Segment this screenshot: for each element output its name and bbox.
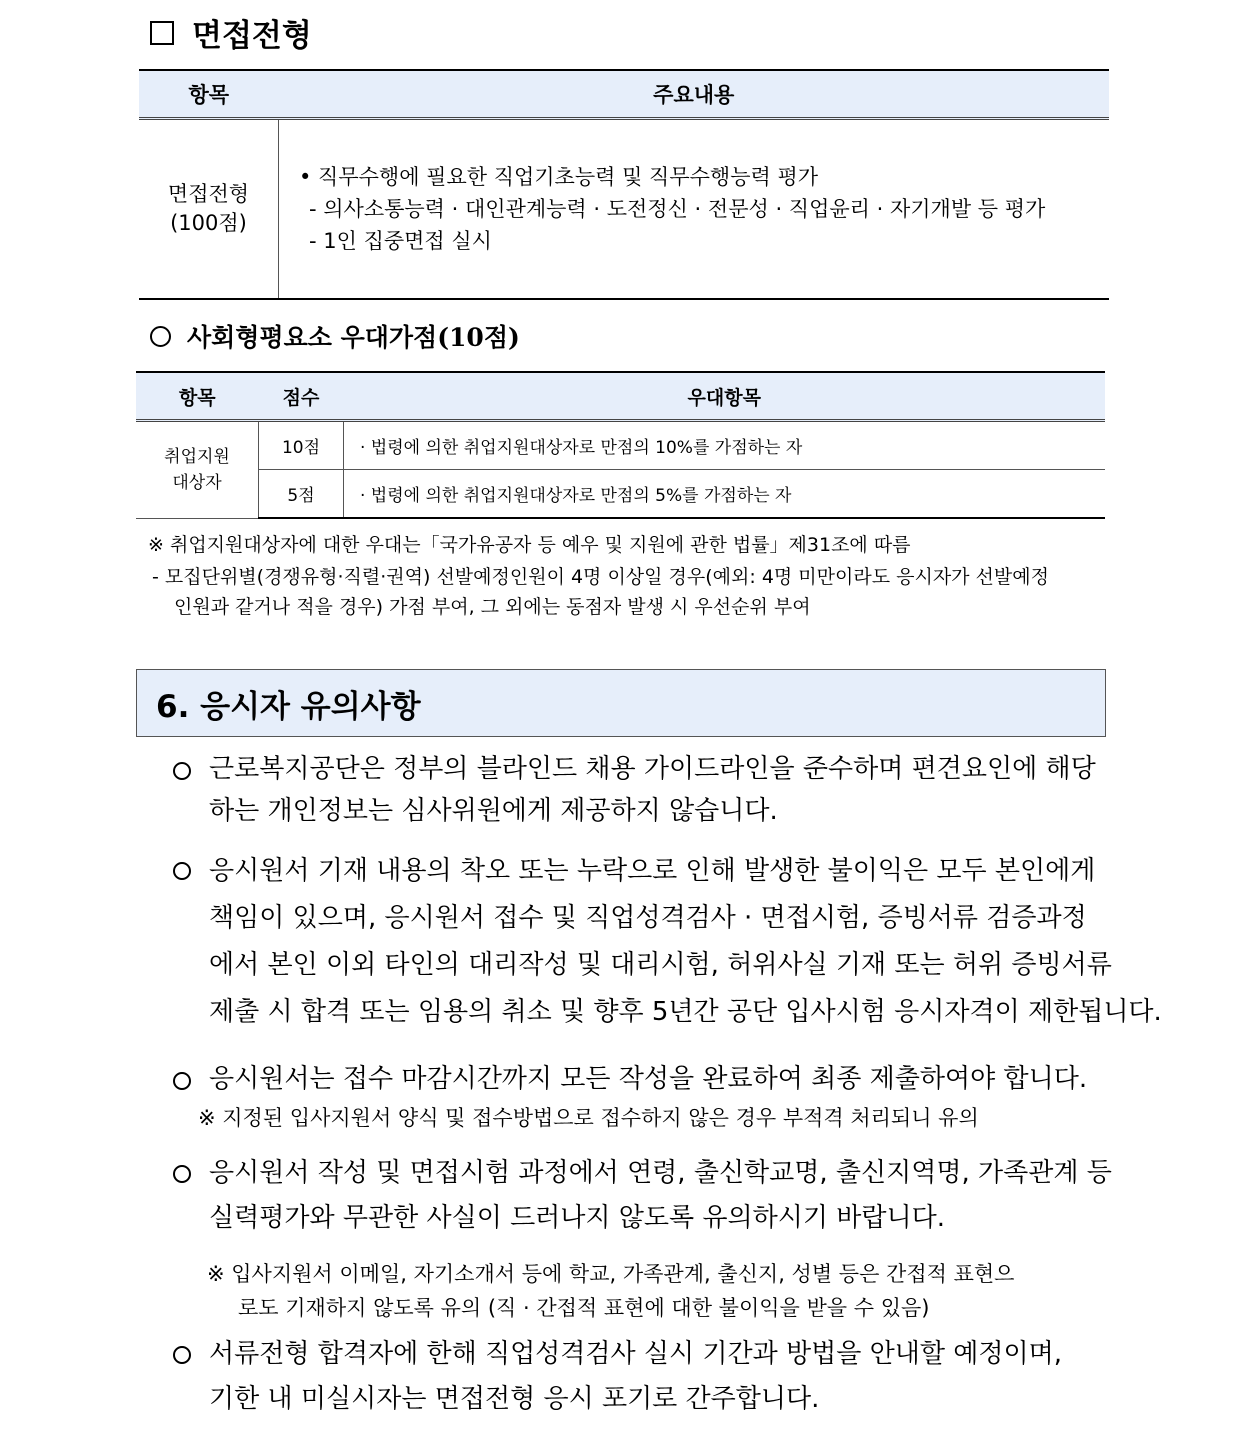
notice-line: 근로복지공단은 정부의 블라인드 채용 가이드라인을 준수하며 편견요인에 해당 [209, 754, 1096, 784]
bonus-condition-line2: 인원과 같거나 적을 경우) 가점 부여, 그 외에는 동점자 발생 시 우선순위 부여 [174, 596, 811, 618]
notice-line: 하는 개인정보는 심사위원에게 제공하지 않습니다. [209, 796, 778, 826]
circle-bullet-icon [173, 1346, 191, 1364]
notice-line: 제출 시 합격 또는 임용의 취소 및 향후 5년간 공단 입사시험 응시자격이 제한됩니다. [209, 997, 1162, 1027]
content-line: • 직무수행에 필요한 직업기초능력 및 직무수행능력 평가 [299, 165, 819, 189]
circle-bullet-icon [173, 1072, 191, 1090]
bonus-condition-line1: - 모집단위별(경쟁유형·직렬·권역) 선발예정인원이 4명 이상일 경우(예외: 4명 미만이라도 응시자가 선발예정 [152, 566, 1049, 588]
circle-bullet-icon [173, 762, 191, 780]
notice-line: 서류전형 합격자에 한해 직업성격검사 실시 기간과 방법을 안내할 예정이며, [209, 1339, 1062, 1369]
law-reference-note: ※ 취업지원대상자에 대한 우대는「국가유공자 등 예우 및 지원에 관한 법률」제31조에 따름 [148, 534, 911, 556]
category-cell [136, 421, 259, 519]
notice-line: 실력평가와 무관한 사실이 드러나지 않도록 유의하시기 바랍니다. [209, 1203, 945, 1233]
header-item: 항목 [136, 372, 259, 421]
content-line: - 1인 집중면접 실시 [309, 229, 492, 253]
table-header-row [139, 70, 1109, 119]
bonus-title [150, 318, 520, 354]
score-cell: 10점 [259, 421, 344, 470]
personal-info-note-line2: 로도 기재하지 않도록 유의 (직 · 간접적 표현에 대한 불이익을 받을 수 있음) [238, 1296, 930, 1320]
bonus-title-text: 사회형평요소 우대가점(10점) [187, 323, 520, 352]
submission-warning-note: ※ 지정된 입사지원서 양식 및 접수방법으로 접수하지 않은 경우 부적격 처리되니 유의 [198, 1106, 979, 1130]
table-row [139, 119, 1109, 300]
interview-table [139, 69, 1109, 300]
notice-item-personality-test [173, 1332, 1107, 1422]
bonus-table [136, 371, 1105, 519]
score-cell: 5점 [259, 470, 344, 519]
header-item: 항목 [139, 70, 279, 119]
section-6-heading [136, 669, 1106, 737]
category-line: (100점) [170, 211, 247, 235]
category-line: 대상자 [172, 472, 222, 493]
notice-item-submission [173, 1058, 1107, 1100]
desc-cell: · 법령에 의한 취업지원대상자로 만점의 10%를 가점하는 자 [344, 421, 1106, 470]
circle-bullet-icon [173, 862, 191, 880]
table-header-row [136, 372, 1105, 421]
content-line: - 의사소통능력 · 대인관계능력 · 도전정신 · 전문성 · 직업윤리 · 자기개발 등 평가 [309, 197, 1046, 221]
notice-line: 응시원서는 접수 마감시간까지 모든 작성을 완료하여 최종 제출하여야 합니다. [209, 1064, 1088, 1094]
section-title [150, 10, 312, 55]
circle-bullet-icon [150, 326, 171, 347]
header-score: 점수 [259, 372, 344, 421]
notice-item-personal-info [173, 1151, 1112, 1241]
square-bullet-icon [150, 21, 174, 45]
desc-cell: · 법령에 의한 취업지원대상자로 만점의 5%를 가점하는 자 [344, 470, 1106, 519]
category-cell [139, 119, 279, 300]
header-content: 주요내용 [279, 70, 1110, 119]
notice-line: 기한 내 미실시자는 면접전형 응시 포기로 간주합니다. [209, 1384, 820, 1414]
notice-item-responsibility [173, 848, 1162, 1036]
notice-item-blind-hiring [173, 748, 1107, 832]
notice-line: 응시원서 기재 내용의 착오 또는 누락으로 인해 발생한 불이익은 모두 본인에게 [209, 856, 1096, 886]
notice-line: 에서 본인 이외 타인의 대리작성 및 대리시험, 허위사실 기재 또는 허위 증빙서류 [209, 950, 1112, 980]
table-row [136, 421, 1105, 470]
header-preference: 우대항목 [344, 372, 1106, 421]
category-line: 취업지원 [164, 446, 230, 467]
personal-info-note-line1: ※ 입사지원서 이메일, 자기소개서 등에 학교, 가족관계, 출신지, 성별 등은 간접적 표현으 [207, 1262, 1015, 1286]
category-line: 면접전형 [167, 182, 250, 206]
section-6-heading-text: 6. 응시자 유의사항 [156, 688, 421, 725]
circle-bullet-icon [173, 1165, 191, 1183]
notice-line: 책임이 있으며, 응시원서 접수 및 직업성격검사 · 면접시험, 증빙서류 검증과정 [209, 903, 1087, 933]
section-title-text: 면접전형 [192, 18, 312, 54]
notice-line: 응시원서 작성 및 면접시험 과정에서 연령, 출신학교명, 출신지역명, 가족관계 등 [209, 1158, 1112, 1188]
table-row [136, 470, 1105, 519]
content-cell [279, 119, 1110, 300]
